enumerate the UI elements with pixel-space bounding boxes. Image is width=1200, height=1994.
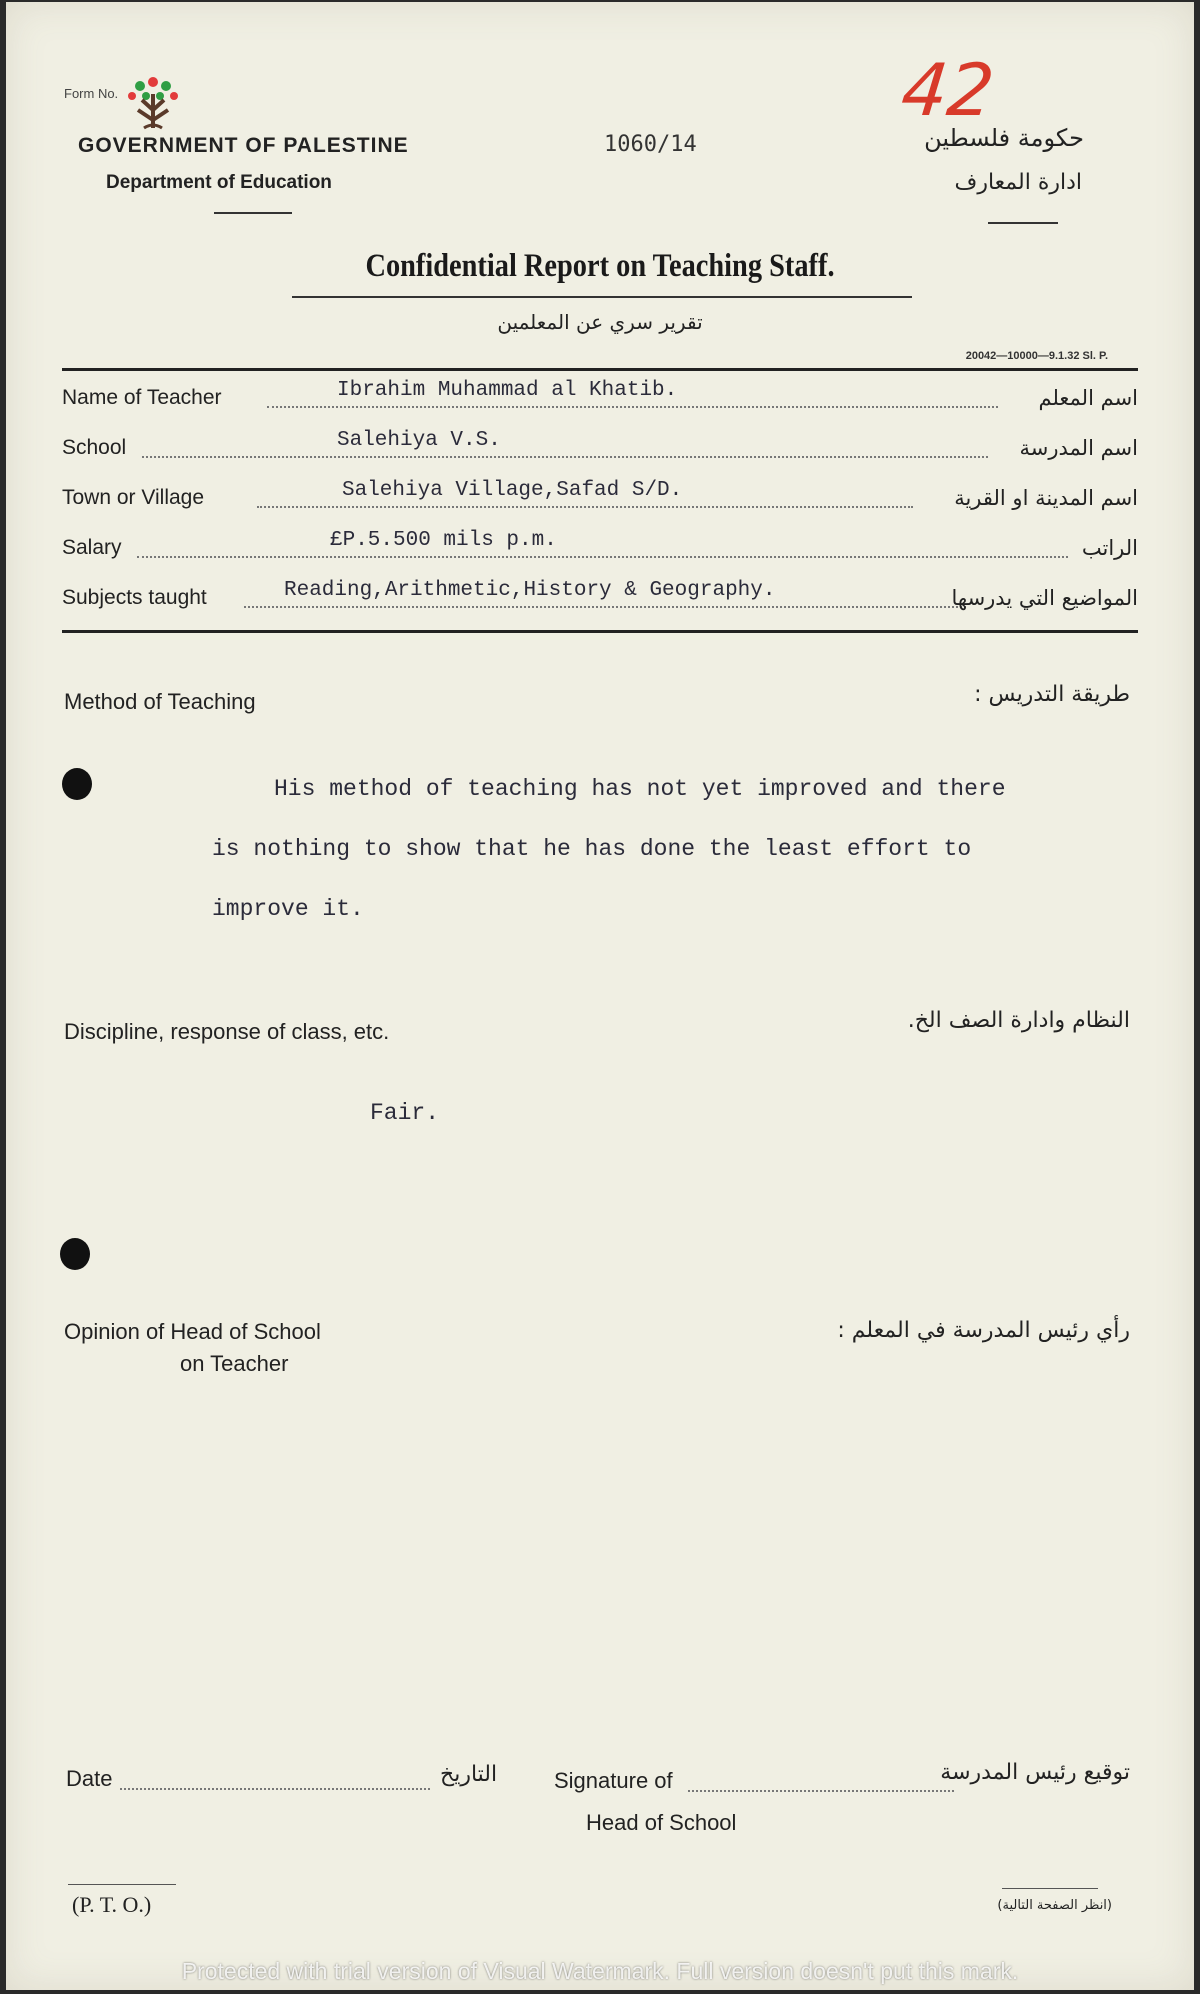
government-title-ar: حكومة فلسطين [924, 124, 1084, 152]
field-value: £P.5.500 mils p.m. [330, 529, 557, 552]
field-value: Salehiya Village,Safad S/D. [342, 479, 683, 502]
field-dotted-line [257, 506, 913, 508]
trial-watermark: Protected with trial version of Visual Watermark. Full version doesn't put this mark. [181, 1958, 1019, 1984]
field-dotted-line [142, 456, 988, 458]
field-value: Reading,Arithmetic,History & Geography. [284, 579, 776, 602]
title-underline [292, 296, 912, 298]
field-value: Ibrahim Muhammad al Khatib. [337, 379, 678, 402]
signature-label-ar: توقيع رئيس المدرسة [940, 1760, 1130, 1785]
discipline-label: Discipline, response of class, etc. [64, 1019, 390, 1044]
method-of-teaching-label: Method of Teaching [64, 689, 256, 714]
government-title-en: GOVERNMENT OF PALESTINE [78, 134, 409, 157]
field-subjects-taught [62, 574, 1138, 614]
signature-dotted-line [688, 1790, 954, 1792]
date-label-ar: التاريخ [440, 1762, 498, 1787]
field-label-en: School [62, 436, 127, 459]
scan-edge-mark [1006, 6, 1200, 16]
method-text-line-3: improve it. [212, 896, 364, 922]
field-label-en: Subjects taught [62, 586, 207, 609]
method-of-teaching-label-ar: طريقة التدريس : [974, 682, 1130, 707]
field-label-ar: الراتب [1081, 536, 1138, 560]
field-label-en: Name of Teacher [62, 386, 222, 409]
field-label-en: Town or Village [62, 486, 205, 509]
head-of-school-label: Head of School [586, 1810, 737, 1835]
opinion-label-line-1: Opinion of Head of School [64, 1319, 321, 1344]
signature-label: Signature of [554, 1768, 673, 1793]
field-school [62, 424, 1138, 464]
header-divider-left [214, 212, 292, 214]
date-label: Date [66, 1766, 113, 1791]
punch-hole-bottom [60, 1238, 90, 1270]
field-town-or-village [62, 474, 1138, 514]
document-page [6, 2, 1194, 1990]
punch-hole-top [62, 768, 92, 800]
field-label-en: Salary [62, 536, 122, 559]
page-number-annotation: 42 [897, 48, 999, 132]
print-code: 20042—10000—9.1.32 Sl. P. [965, 350, 1108, 362]
opinion-label-line-2: on Teacher [180, 1351, 289, 1376]
field-salary [62, 524, 1138, 564]
department-title-ar: ادارة المعارف [954, 170, 1082, 195]
method-text-line-2: is nothing to show that he has done the least effort to [212, 836, 972, 862]
field-label-ar: اسم المدرسة [1019, 436, 1138, 460]
field-dotted-line [267, 406, 998, 408]
report-title-en: Confidential Report on Teaching Staff. [365, 248, 835, 284]
field-dotted-line [137, 556, 1068, 558]
pto-rule [68, 1884, 176, 1885]
next-page-rule [1002, 1888, 1098, 1889]
date-dotted-line [120, 1788, 430, 1790]
field-value: Salehiya V.S. [337, 429, 501, 452]
form-number-label: Form No. [64, 86, 119, 101]
field-label-ar: اسم المدينة او القرية [954, 486, 1138, 510]
field-label-ar: المواضيع التي يدرسها [951, 586, 1138, 610]
opinion-label-ar: رأي رئيس المدرسة في المعلم : [837, 1318, 1130, 1343]
fields-bottom-rule [62, 630, 1138, 633]
please-turn-over: (P. T. O.) [72, 1892, 152, 1917]
next-page-note-ar: (انظر الصفحة التالية) [997, 1898, 1112, 1913]
report-title-ar: تقرير سري عن المعلمين [497, 310, 703, 334]
header-divider-right [988, 222, 1058, 224]
department-title-en: Department of Education [106, 172, 332, 193]
discipline-label-ar: النظام وادارة الصف الخ. [907, 1008, 1130, 1033]
archive-tree-logo-icon [118, 66, 188, 136]
field-dotted-line [244, 606, 966, 608]
discipline-value: Fair. [370, 1100, 440, 1126]
method-text-line-1: His method of teaching has not yet improved and there [274, 776, 1006, 802]
reference-number: 1060/14 [604, 132, 697, 157]
field-label-ar: اسم المعلم [1038, 386, 1138, 410]
field-name-of-teacher [62, 374, 1138, 414]
fields-top-rule [62, 368, 1138, 371]
